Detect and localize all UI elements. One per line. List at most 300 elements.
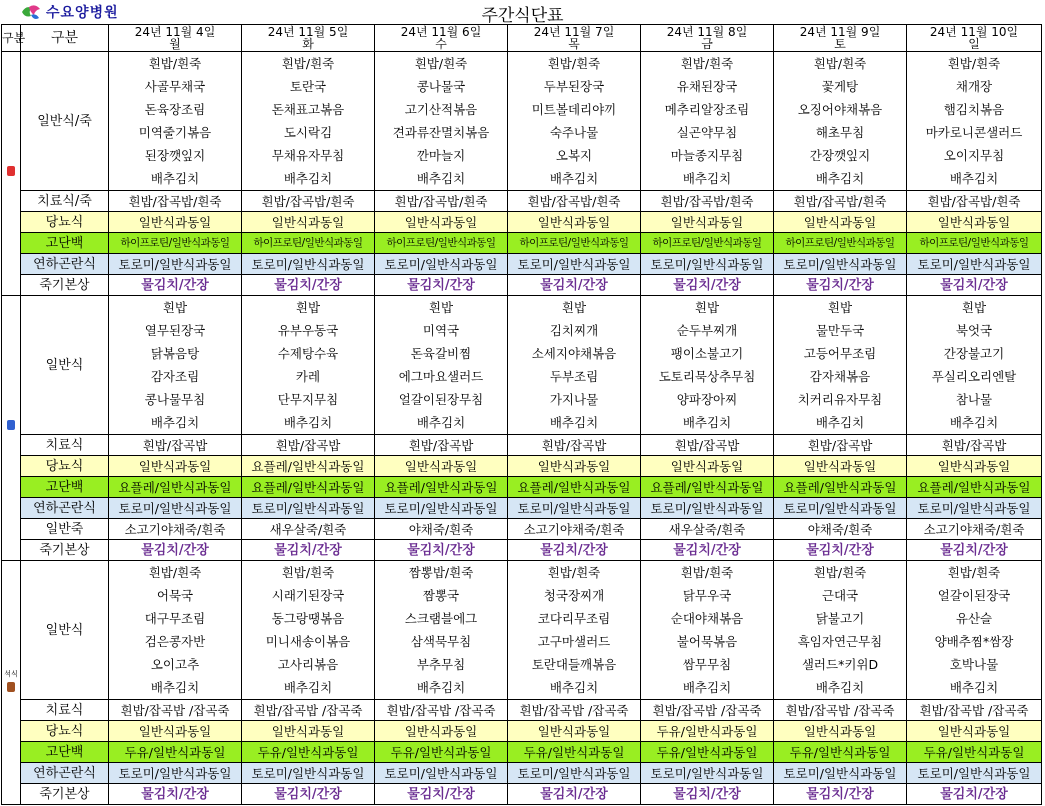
menu-item: 흰밥 xyxy=(295,300,321,315)
diet-label: 고단백 xyxy=(21,742,109,763)
meal-main-row xyxy=(2,296,1042,435)
menu-item: 사골무채국 xyxy=(144,79,206,94)
menu-item: 배추김치 xyxy=(283,680,333,695)
menu-item: 오복지 xyxy=(555,148,593,163)
diet-cell: 물김치/간장 xyxy=(907,540,1042,561)
menu-item: 고기산적볶음 xyxy=(404,102,478,117)
diet-cell: 물김치/간장 xyxy=(508,275,641,296)
diet-cell: 소고기야채죽/흰죽 xyxy=(109,519,242,540)
diet-cell: 일반식과동일 xyxy=(375,721,508,742)
diet-cell: 토로미/일반식과동일 xyxy=(774,763,907,784)
meal-side-text: 석식 xyxy=(4,670,18,678)
day-header xyxy=(508,25,641,52)
menu-item: 햄김치볶음 xyxy=(943,102,1005,117)
diet-cell: 일반식과동일 xyxy=(508,212,641,233)
menu-item: 토란대들깨볶음 xyxy=(531,657,617,672)
menu-item: 흰밥 xyxy=(561,300,587,315)
menu-item: 흰밥/흰죽 xyxy=(148,56,202,71)
day-date: 24년 11월 8일 xyxy=(666,25,748,39)
diet-row xyxy=(2,254,1042,275)
meal-icon xyxy=(7,682,15,692)
diet-label: 치료식 xyxy=(21,435,109,456)
header-row xyxy=(2,25,1042,52)
diet-cell: 일반식과동일 xyxy=(907,212,1042,233)
menu-cell xyxy=(109,296,242,435)
meal-side-label xyxy=(2,52,21,296)
diet-cell: 흰밥/잡곡밥/흰죽 xyxy=(508,191,641,212)
diet-cell: 일반식과동일 xyxy=(774,456,907,477)
diet-cell: 일반식과동일 xyxy=(907,456,1042,477)
diet-label: 당뇨식 xyxy=(21,456,109,477)
diet-row xyxy=(2,275,1042,296)
diet-cell: 물김치/간장 xyxy=(109,540,242,561)
menu-item: 배추김치 xyxy=(549,415,599,430)
diet-cell: 흰밥/잡곡밥 /잡곡죽 xyxy=(907,700,1042,721)
menu-cell xyxy=(242,296,375,435)
diet-cell: 물김치/간장 xyxy=(375,784,508,805)
menu-item: 스크램블에그 xyxy=(404,611,478,626)
diet-cell: 흰밥/잡곡밥 xyxy=(508,435,641,456)
diet-cell: 흰밥/잡곡밥 xyxy=(641,435,774,456)
diet-cell: 흰밥/잡곡밥/흰죽 xyxy=(109,191,242,212)
day-header xyxy=(109,25,242,52)
diet-cell: 토로미/일반식과동일 xyxy=(641,498,774,519)
diet-cell: 토로미/일반식과동일 xyxy=(774,498,907,519)
meal-side-label xyxy=(2,296,21,561)
diet-cell: 토로미/일반식과동일 xyxy=(907,254,1042,275)
day-header xyxy=(375,25,508,52)
diet-cell: 일반식과동일 xyxy=(109,456,242,477)
menu-cell xyxy=(375,52,508,191)
diet-cell: 물김치/간장 xyxy=(242,275,375,296)
menu-item: 짬뽕밥/흰죽 xyxy=(408,565,474,580)
diet-cell: 물김치/간장 xyxy=(375,540,508,561)
menu-item: 푸실리오리엔탈 xyxy=(931,369,1017,384)
diet-cell: 흰밥/잡곡밥/흰죽 xyxy=(375,191,508,212)
menu-item: 배추김치 xyxy=(682,171,732,186)
menu-cell xyxy=(641,296,774,435)
menu-item: 흰밥/흰죽 xyxy=(680,56,734,71)
menu-item: 쌈무무침 xyxy=(682,657,732,672)
diet-cell: 하이프로틴/일반식과동일 xyxy=(508,233,641,254)
diet-cell: 일반식과동일 xyxy=(641,212,774,233)
day-header xyxy=(774,25,907,52)
diet-cell: 흰밥/잡곡밥 xyxy=(375,435,508,456)
diet-cell: 두유/일반식과동일 xyxy=(109,742,242,763)
diet-cell: 두유/일반식과동일 xyxy=(508,742,641,763)
menu-item: 유부우동국 xyxy=(277,323,339,338)
menu-item: 유산슬 xyxy=(955,611,993,626)
menu-item: 배추김치 xyxy=(283,415,333,430)
diet-cell: 야채죽/흰죽 xyxy=(774,519,907,540)
menu-item: 배추김치 xyxy=(949,415,999,430)
diet-cell: 토로미/일반식과동일 xyxy=(242,498,375,519)
diet-row xyxy=(2,191,1042,212)
diet-cell: 흰밥/잡곡밥 xyxy=(907,435,1042,456)
menu-item: 흰밥/흰죽 xyxy=(813,56,867,71)
diet-cell: 토로미/일반식과동일 xyxy=(109,498,242,519)
menu-item: 불어묵볶음 xyxy=(676,634,738,649)
menu-item: 수제탕수육 xyxy=(277,346,339,361)
diet-cell: 두유/일반식과동일 xyxy=(641,721,774,742)
diet-cell: 소고기야채죽/흰죽 xyxy=(508,519,641,540)
meal-main-label: 일반식 xyxy=(21,561,109,700)
diet-cell: 토로미/일반식과동일 xyxy=(641,763,774,784)
menu-item: 고등어무조림 xyxy=(803,346,877,361)
menu-cell xyxy=(774,296,907,435)
diet-cell: 흰밥/잡곡밥 xyxy=(109,435,242,456)
diet-cell: 일반식과동일 xyxy=(641,456,774,477)
diet-row xyxy=(2,784,1042,805)
menu-item: 흰밥/흰죽 xyxy=(547,56,601,71)
menu-cell xyxy=(242,561,375,700)
diet-label: 연하곤란식 xyxy=(21,254,109,275)
diet-cell: 새우살죽/흰죽 xyxy=(641,519,774,540)
diet-label: 고단백 xyxy=(21,477,109,498)
menu-item: 배추김치 xyxy=(549,680,599,695)
menu-item: 에그마요샐러드 xyxy=(398,369,484,384)
diet-cell: 흰밥/잡곡밥 xyxy=(774,435,907,456)
menu-item: 도시락김 xyxy=(283,125,333,140)
day-weekday: 금 xyxy=(701,37,713,51)
diet-cell: 흰밥/잡곡밥/흰죽 xyxy=(907,191,1042,212)
menu-cell xyxy=(774,52,907,191)
menu-item: 얼갈이된장무침 xyxy=(398,392,484,407)
diet-cell: 일반식과동일 xyxy=(109,721,242,742)
diet-cell: 일반식과동일 xyxy=(774,212,907,233)
menu-item: 호박나물 xyxy=(949,657,999,672)
menu-item: 도토리묵상추무침 xyxy=(658,369,756,384)
diet-cell: 흰밥/잡곡밥 xyxy=(242,435,375,456)
menu-cell xyxy=(774,561,907,700)
diet-cell: 물김치/간장 xyxy=(508,540,641,561)
diet-cell: 요플레/일반식과동일 xyxy=(774,477,907,498)
diet-cell: 하이프로틴/일반식과동일 xyxy=(774,233,907,254)
diet-label: 죽기본상 xyxy=(21,540,109,561)
menu-item: 오징어야채볶음 xyxy=(797,102,883,117)
diet-cell: 일반식과동일 xyxy=(508,721,641,742)
menu-cell xyxy=(508,52,641,191)
diet-cell: 요플레/일반식과동일 xyxy=(375,477,508,498)
diet-label: 치료식/죽 xyxy=(21,191,109,212)
menu-cell xyxy=(907,296,1042,435)
menu-cell xyxy=(109,52,242,191)
menu-item: 흰밥/흰죽 xyxy=(281,56,335,71)
diet-cell: 토로미/일반식과동일 xyxy=(242,254,375,275)
day-date: 24년 11월 9일 xyxy=(799,25,881,39)
day-date: 24년 11월 7일 xyxy=(533,25,615,39)
diet-cell: 흰밥/잡곡밥 /잡곡죽 xyxy=(774,700,907,721)
menu-item: 시래기된장국 xyxy=(271,588,345,603)
menu-item: 메추리알장조림 xyxy=(664,102,750,117)
menu-item: 배추김치 xyxy=(150,415,200,430)
menu-item: 닭불고기 xyxy=(815,611,865,626)
menu-item: 흰밥 xyxy=(694,300,720,315)
diet-label: 연하곤란식 xyxy=(21,763,109,784)
menu-item: 흰밥/흰죽 xyxy=(281,565,335,580)
diet-cell: 물김치/간장 xyxy=(774,275,907,296)
diet-cell: 일반식과동일 xyxy=(109,212,242,233)
menu-item: 대구무조림 xyxy=(144,611,206,626)
menu-item: 열무된장국 xyxy=(144,323,206,338)
diet-row xyxy=(2,435,1042,456)
menu-item: 어묵국 xyxy=(156,588,194,603)
diet-cell: 토로미/일반식과동일 xyxy=(641,254,774,275)
diet-row xyxy=(2,763,1042,784)
diet-cell: 일반식과동일 xyxy=(907,721,1042,742)
menu-item: 채개장 xyxy=(955,79,993,94)
menu-item: 배추김치 xyxy=(949,171,999,186)
menu-item: 코다리무조림 xyxy=(537,611,611,626)
menu-item: 된장깻잎지 xyxy=(144,148,206,163)
menu-item: 견과류잔멸치볶음 xyxy=(392,125,490,140)
diet-cell: 요플레/일반식과동일 xyxy=(109,477,242,498)
menu-item: 물만두국 xyxy=(815,323,865,338)
menu-item: 북엇국 xyxy=(955,323,993,338)
diet-cell: 하이프로틴/일반식과동일 xyxy=(907,233,1042,254)
menu-item: 배추김치 xyxy=(682,415,732,430)
menu-item: 닭볶음탕 xyxy=(150,346,200,361)
day-date: 24년 11월 4일 xyxy=(134,25,216,39)
diet-cell: 물김치/간장 xyxy=(774,540,907,561)
menu-item: 배추김치 xyxy=(815,171,865,186)
menu-item: 팽이소불고기 xyxy=(670,346,744,361)
diet-row xyxy=(2,721,1042,742)
diet-cell: 두유/일반식과동일 xyxy=(375,742,508,763)
weekly-menu-table xyxy=(1,24,1042,805)
diet-cell: 요플레/일반식과동일 xyxy=(508,477,641,498)
diet-cell: 물김치/간장 xyxy=(641,275,774,296)
day-weekday: 일 xyxy=(968,37,980,51)
menu-item: 콩나물국 xyxy=(416,79,466,94)
meal-icon xyxy=(7,420,15,430)
day-weekday: 화 xyxy=(302,37,314,51)
menu-item: 동그랑땡볶음 xyxy=(271,611,345,626)
menu-cell xyxy=(375,296,508,435)
menu-item: 미역국 xyxy=(422,323,460,338)
meal-main-row xyxy=(2,561,1042,700)
menu-item: 닭무우국 xyxy=(682,588,732,603)
menu-item: 돈육장조림 xyxy=(144,102,206,117)
diet-cell: 일반식과동일 xyxy=(508,456,641,477)
menu-item: 가지나물 xyxy=(549,392,599,407)
diet-row xyxy=(2,540,1042,561)
menu-item: 청국장찌개 xyxy=(543,588,605,603)
menu-item: 배추김치 xyxy=(815,415,865,430)
diet-label: 당뇨식 xyxy=(21,212,109,233)
menu-item: 토란국 xyxy=(289,79,327,94)
day-date: 24년 11월 10일 xyxy=(929,25,1019,39)
day-weekday: 토 xyxy=(834,37,846,51)
diet-cell: 흰밥/잡곡밥/흰죽 xyxy=(641,191,774,212)
menu-cell xyxy=(109,561,242,700)
diet-cell: 물김치/간장 xyxy=(242,540,375,561)
logo-text: 수요양병원 xyxy=(46,5,119,21)
meal-side-label xyxy=(2,561,21,805)
diet-cell: 요플레/일반식과동일 xyxy=(907,477,1042,498)
menu-cell xyxy=(641,52,774,191)
menu-item: 흑임자연근무침 xyxy=(797,634,883,649)
menu-item: 실곤약무침 xyxy=(676,125,738,140)
diet-cell: 토로미/일반식과동일 xyxy=(375,763,508,784)
menu-item: 미트볼데리야끼 xyxy=(531,102,617,117)
day-weekday: 목 xyxy=(568,37,580,51)
menu-item: 깐마늘지 xyxy=(416,148,466,163)
diet-cell: 두유/일반식과동일 xyxy=(641,742,774,763)
diet-cell: 토로미/일반식과동일 xyxy=(242,763,375,784)
diet-row xyxy=(2,233,1042,254)
menu-item: 고구마샐러드 xyxy=(537,634,611,649)
diet-label: 당뇨식 xyxy=(21,721,109,742)
day-weekday: 수 xyxy=(435,37,447,51)
menu-item: 고사리볶음 xyxy=(277,657,339,672)
diet-cell: 흰밥/잡곡밥 /잡곡죽 xyxy=(508,700,641,721)
menu-item: 순대야채볶음 xyxy=(670,611,744,626)
diet-cell: 토로미/일반식과동일 xyxy=(907,498,1042,519)
menu-cell xyxy=(508,296,641,435)
diet-label: 죽기본상 xyxy=(21,275,109,296)
menu-item: 소세지야채볶음 xyxy=(531,346,617,361)
day-header xyxy=(641,25,774,52)
menu-item: 양파장아찌 xyxy=(676,392,738,407)
menu-item: 두부조림 xyxy=(549,369,599,384)
day-header xyxy=(242,25,375,52)
diet-cell: 야채죽/흰죽 xyxy=(375,519,508,540)
menu-item: 배추김치 xyxy=(815,680,865,695)
menu-item: 꽃게탕 xyxy=(821,79,859,94)
corner-label: 구분 xyxy=(2,25,21,52)
diet-cell: 토로미/일반식과동일 xyxy=(508,763,641,784)
menu-item: 두부된장국 xyxy=(543,79,605,94)
menu-item: 유채된장국 xyxy=(676,79,738,94)
meal-main-row xyxy=(2,52,1042,191)
menu-item: 단무지무침 xyxy=(277,392,339,407)
diet-cell: 물김치/간장 xyxy=(242,784,375,805)
diet-cell: 하이프로틴/일반식과동일 xyxy=(242,233,375,254)
menu-item: 배추김치 xyxy=(416,415,466,430)
diet-label: 일반죽 xyxy=(21,519,109,540)
menu-item: 짬뽕국 xyxy=(422,588,460,603)
menu-item: 검은콩자반 xyxy=(144,634,206,649)
menu-item: 오이지무침 xyxy=(943,148,1005,163)
menu-item: 흰밥/흰죽 xyxy=(947,56,1001,71)
diet-cell: 토로미/일반식과동일 xyxy=(109,254,242,275)
menu-item: 감자조림 xyxy=(150,369,200,384)
menu-item: 해초무침 xyxy=(815,125,865,140)
menu-item: 간장불고기 xyxy=(943,346,1005,361)
menu-item: 치커리유자무침 xyxy=(797,392,883,407)
menu-cell xyxy=(641,561,774,700)
diet-cell: 일반식과동일 xyxy=(375,456,508,477)
diet-cell: 일반식과동일 xyxy=(242,212,375,233)
menu-cell xyxy=(375,561,508,700)
menu-item: 배추김치 xyxy=(150,680,200,695)
diet-row xyxy=(2,498,1042,519)
menu-item: 흰밥/흰죽 xyxy=(813,565,867,580)
day-date: 24년 11월 6일 xyxy=(400,25,482,39)
meal-main-label: 일반식/죽 xyxy=(21,52,109,191)
diet-row xyxy=(2,742,1042,763)
menu-item: 오이고추 xyxy=(150,657,200,672)
menu-item: 삼색묵무침 xyxy=(410,634,472,649)
category-header: 구분 xyxy=(21,25,109,52)
menu-item: 얼갈이된장국 xyxy=(937,588,1011,603)
diet-cell: 물김치/간장 xyxy=(109,275,242,296)
diet-label: 고단백 xyxy=(21,233,109,254)
menu-item: 무채유자무침 xyxy=(271,148,345,163)
diet-cell: 두유/일반식과동일 xyxy=(242,742,375,763)
menu-item: 흰밥 xyxy=(162,300,188,315)
menu-item: 배추김치 xyxy=(549,171,599,186)
diet-cell: 물김치/간장 xyxy=(109,784,242,805)
menu-item: 마늘종지무침 xyxy=(670,148,744,163)
diet-cell: 흰밥/잡곡밥 /잡곡죽 xyxy=(375,700,508,721)
menu-item: 흰밥/흰죽 xyxy=(947,565,1001,580)
diet-cell: 흰밥/잡곡밥 /잡곡죽 xyxy=(109,700,242,721)
menu-item: 흰밥/흰죽 xyxy=(148,565,202,580)
menu-item: 흰밥/흰죽 xyxy=(414,56,468,71)
diet-row xyxy=(2,519,1042,540)
menu-item: 흰밥 xyxy=(827,300,853,315)
diet-cell: 요플레/일반식과동일 xyxy=(641,477,774,498)
diet-cell: 토로미/일반식과동일 xyxy=(109,763,242,784)
diet-label: 연하곤란식 xyxy=(21,498,109,519)
diet-cell: 하이프로틴/일반식과동일 xyxy=(109,233,242,254)
diet-cell: 두유/일반식과동일 xyxy=(774,742,907,763)
diet-cell: 새우살죽/흰죽 xyxy=(242,519,375,540)
diet-cell: 일반식과동일 xyxy=(375,212,508,233)
diet-cell: 물김치/간장 xyxy=(375,275,508,296)
diet-cell: 요플레/일반식과동일 xyxy=(242,456,375,477)
diet-cell: 흰밥/잡곡밥 /잡곡죽 xyxy=(242,700,375,721)
day-weekday: 월 xyxy=(169,37,181,51)
menu-cell xyxy=(907,52,1042,191)
diet-cell: 토로미/일반식과동일 xyxy=(375,254,508,275)
menu-item: 근대국 xyxy=(821,588,859,603)
menu-item: 간장깻잎지 xyxy=(809,148,871,163)
diet-row xyxy=(2,477,1042,498)
menu-item: 순두부찌개 xyxy=(676,323,738,338)
diet-cell: 흰밥/잡곡밥/흰죽 xyxy=(774,191,907,212)
menu-item: 숙주나물 xyxy=(549,125,599,140)
diet-cell: 토로미/일반식과동일 xyxy=(508,498,641,519)
menu-item: 참나물 xyxy=(955,392,993,407)
menu-item: 흰밥 xyxy=(961,300,987,315)
menu-item: 카레 xyxy=(295,369,321,384)
diet-cell: 물김치/간장 xyxy=(508,784,641,805)
diet-cell: 물김치/간장 xyxy=(641,540,774,561)
menu-item: 배추김치 xyxy=(416,171,466,186)
menu-item: 배추김치 xyxy=(416,680,466,695)
diet-cell: 물김치/간장 xyxy=(641,784,774,805)
menu-cell xyxy=(907,561,1042,700)
menu-item: 샐러드*키위D xyxy=(801,657,879,672)
diet-cell: 하이프로틴/일반식과동일 xyxy=(641,233,774,254)
menu-item: 양배추찜*쌈장 xyxy=(934,634,1014,649)
diet-cell: 물김치/간장 xyxy=(907,275,1042,296)
diet-row xyxy=(2,212,1042,233)
diet-cell: 흰밥/잡곡밥/흰죽 xyxy=(242,191,375,212)
diet-cell: 물김치/간장 xyxy=(907,784,1042,805)
diet-cell: 토로미/일반식과동일 xyxy=(907,763,1042,784)
menu-item: 콩나물무침 xyxy=(144,392,206,407)
menu-item: 배추김치 xyxy=(150,171,200,186)
diet-cell: 흰밥/잡곡밥 /잡곡죽 xyxy=(641,700,774,721)
diet-row xyxy=(2,700,1042,721)
menu-item: 배추김치 xyxy=(682,680,732,695)
menu-item: 흰밥 xyxy=(428,300,454,315)
menu-item: 흰밥/흰죽 xyxy=(680,565,734,580)
